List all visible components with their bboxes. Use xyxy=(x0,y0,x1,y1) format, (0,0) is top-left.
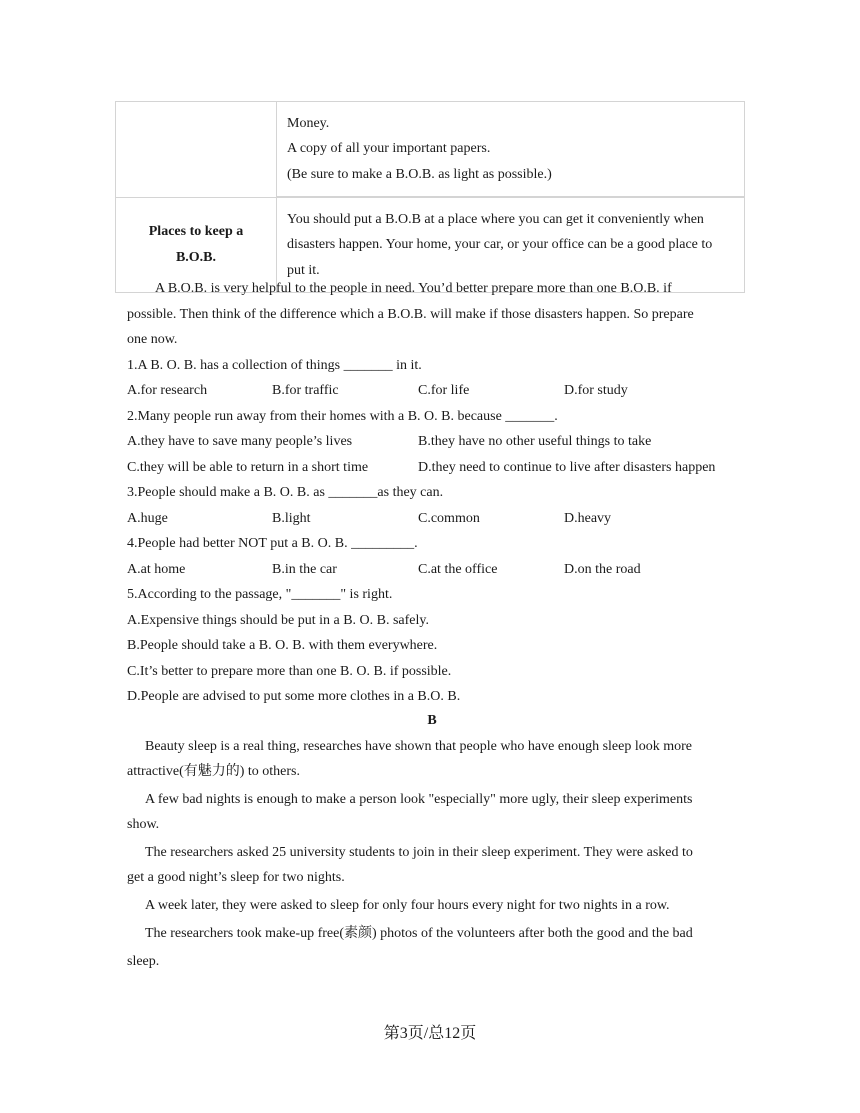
table-label-line: B.O.B. xyxy=(175,249,217,265)
paragraph xyxy=(127,734,737,785)
table-line: Money. xyxy=(287,115,330,131)
passage-a-closing xyxy=(127,276,737,710)
table-line: put it. xyxy=(287,262,320,278)
passage-line: one now. xyxy=(127,332,178,347)
question-4-stem: 4.People had better NOT put a B. O. B. _________. xyxy=(127,536,418,551)
option-a: A.at home xyxy=(127,561,186,577)
passage-b xyxy=(127,708,737,976)
option-b: B.they have no other useful things to take xyxy=(418,434,652,449)
paragraph-line: show. xyxy=(127,817,160,832)
option-b: B.light xyxy=(272,510,311,526)
option-d: D.on the road xyxy=(564,561,641,577)
section-heading: B xyxy=(427,713,437,728)
table-content-cell xyxy=(277,102,745,198)
question-1-stem: 1.A B. O. B. has a collection of things _______ in it. xyxy=(127,357,422,373)
paragraph-line: A week later, they were asked to sleep for only four hours every night for two nights in a row. xyxy=(145,897,670,913)
paragraph-line: A few bad nights is enough to make a person look "especially" more ugly, their sleep experiments xyxy=(145,791,693,807)
paragraph xyxy=(127,840,737,891)
table-label-line: Places to keep a xyxy=(148,223,244,239)
option-a: A.Expensive things should be put in a B. O. B. safely. xyxy=(127,612,430,628)
bob-info-table xyxy=(115,101,745,293)
table-line: disasters happen. Your home, your car, or your office can be a good place to xyxy=(287,237,713,253)
option-b: B.People should take a B. O. B. with them everywhere. xyxy=(127,638,438,653)
passage-line: possible. Then think of the difference which a B.O.B. will make if those disasters happen. So prepare xyxy=(127,306,694,322)
table-label-cell xyxy=(116,102,277,198)
paragraph xyxy=(127,920,737,976)
option-d: D.People are advised to put some more clothes in a B.O. B. xyxy=(127,689,461,704)
option-c: C.It’s better to prepare more than one B. O. B. if possible. xyxy=(127,663,452,679)
option-c: C.they will be able to return in a short time xyxy=(127,459,369,475)
question-3-stem: 3.People should make a B. O. B. as _______as they can. xyxy=(127,485,444,500)
table-line: (Be sure to make a B.O.B. as light as possible.) xyxy=(287,166,552,182)
passage-line: A B.O.B. is very helpful to the people in need. You’d better prepare more than one B.O.B. if xyxy=(155,281,672,296)
option-d: D.for study xyxy=(564,383,628,398)
question-5-stem: 5.According to the passage, "_______" is right. xyxy=(127,587,393,602)
option-d: D.they need to continue to live after disasters happen xyxy=(418,459,716,475)
paragraph-line: get a good night’s sleep for two nights. xyxy=(127,870,345,885)
question-2-options xyxy=(127,429,737,455)
option-a: A.huge xyxy=(127,510,168,526)
paragraph xyxy=(127,787,737,838)
table-row xyxy=(116,102,745,198)
paragraph-line: The researchers asked 25 university students to join in their sleep experiment. They were asked to xyxy=(145,844,693,860)
option-c: C.at the office xyxy=(418,561,498,577)
option-c: C.common xyxy=(418,510,480,526)
option-a: A.they have to save many people’s lives xyxy=(127,434,353,449)
table-line: A copy of all your important papers. xyxy=(287,141,491,157)
paragraph-line: sleep. xyxy=(127,954,160,969)
option-b: B.for traffic xyxy=(272,383,339,398)
paragraph-line: attractive(有魅力的) to others. xyxy=(127,764,301,779)
option-a: A.for research xyxy=(127,383,208,398)
paragraph xyxy=(127,893,737,919)
question-4-options xyxy=(127,557,737,583)
paragraph-line: The researchers took make-up free(素颜) photos of the volunteers after both the good and the bad xyxy=(145,926,693,941)
paragraph-line: Beauty sleep is a real thing, researches have shown that people who have enough sleep look more xyxy=(145,738,692,754)
question-1-options xyxy=(127,378,737,404)
question-3-options xyxy=(127,506,737,532)
option-b: B.in the car xyxy=(272,561,337,577)
question-2-options xyxy=(127,455,737,481)
question-2-stem: 2.Many people run away from their homes with a B. O. B. because _______. xyxy=(127,408,558,424)
option-d: D.heavy xyxy=(564,510,612,526)
page-footer: 第3页/总12页 xyxy=(383,1025,477,1042)
table-line: You should put a B.O.B at a place where you can get it conveniently when xyxy=(287,211,704,227)
option-c: C.for life xyxy=(418,383,470,398)
